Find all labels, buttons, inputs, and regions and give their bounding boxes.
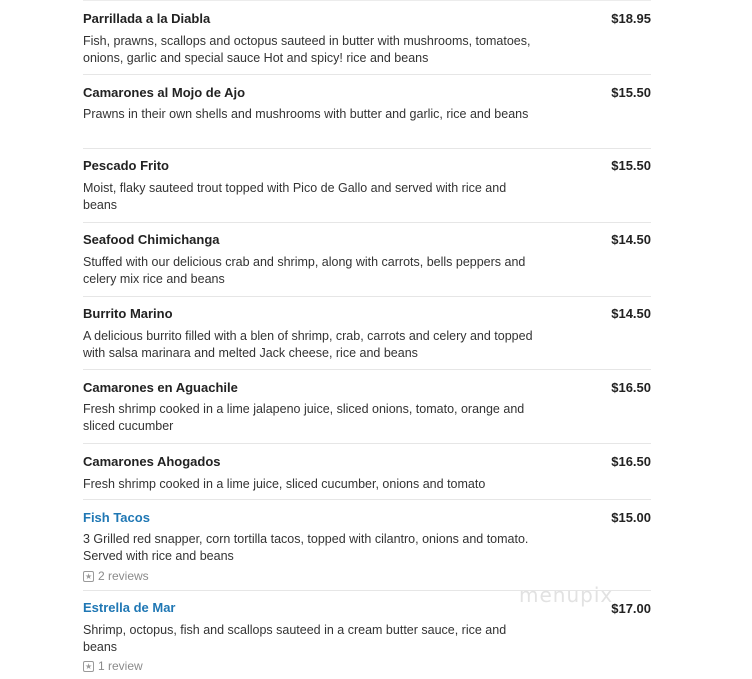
menupix-watermark: menupix <box>519 583 614 607</box>
reviews-count: 1 review <box>98 659 143 673</box>
item-name: Camarones Ahogados <box>83 454 221 469</box>
menu-item <box>83 149 651 223</box>
review-star-icon <box>83 571 94 582</box>
item-description: Prawns in their own shells and mushrooms with butter and garlic, rice and beans <box>83 107 529 121</box>
item-price: $14.50 <box>611 232 651 247</box>
item-name-link[interactable]: Estrella de Mar <box>83 600 176 615</box>
item-price: $17.00 <box>611 601 651 616</box>
item-price: $16.50 <box>611 454 651 469</box>
menu-item <box>83 370 651 444</box>
menu-item <box>83 444 651 500</box>
menu-list <box>83 0 651 679</box>
review-star-icon <box>83 661 94 672</box>
item-description: Fish, prawns, scallops and octopus sauteed in butter with mushrooms, tomatoes, onions, garlic and special sauce Hot and spicy! rice and beans <box>83 34 531 65</box>
menu-item <box>83 297 651 370</box>
item-description: Fresh shrimp cooked in a lime juice, sliced cucumber, onions and tomato <box>83 477 486 491</box>
item-price: $18.95 <box>611 11 651 26</box>
item-name-link[interactable]: Fish Tacos <box>83 510 150 525</box>
reviews-count: 2 reviews <box>98 569 149 583</box>
item-description: Shrimp, octopus, fish and scallops sauteed in a cream butter sauce, rice and beans <box>83 623 507 654</box>
item-price: $15.50 <box>611 158 651 173</box>
reviews-link[interactable] <box>83 659 143 673</box>
item-name: Seafood Chimichanga <box>83 232 220 247</box>
item-name: Burrito Marino <box>83 306 173 321</box>
item-price: $16.50 <box>611 380 651 395</box>
menu-item <box>83 0 651 75</box>
item-description: Fresh shrimp cooked in a lime jalapeno juice, sliced onions, tomato, orange and sliced cucumber <box>83 402 525 433</box>
reviews-link[interactable] <box>83 569 149 583</box>
item-name: Camarones al Mojo de Ajo <box>83 85 246 100</box>
item-price: $15.50 <box>611 85 651 100</box>
item-description: Stuffed with our delicious crab and shrimp, along with carrots, bells peppers and celery mix rice and beans <box>83 255 526 286</box>
item-name: Parrillada a la Diabla <box>83 11 211 26</box>
item-name: Pescado Frito <box>83 158 169 173</box>
item-price: $15.00 <box>611 510 651 525</box>
item-description: 3 Grilled red snapper, corn tortilla tacos, topped with cilantro, onions and tomato. Served with rice and beans <box>83 532 529 563</box>
item-price: $14.50 <box>611 306 651 321</box>
item-description: A delicious burrito filled with a blen of shrimp, crab, carrots and celery and topped with salsa marinara and melted Jack cheese, rice and beans <box>83 329 533 360</box>
item-name: Camarones en Aguachile <box>83 380 238 395</box>
menu-item <box>83 500 651 591</box>
menu-item <box>83 223 651 297</box>
menu-item <box>83 75 651 149</box>
item-description: Moist, flaky sauteed trout topped with Pico de Gallo and served with rice and beans <box>83 181 507 212</box>
